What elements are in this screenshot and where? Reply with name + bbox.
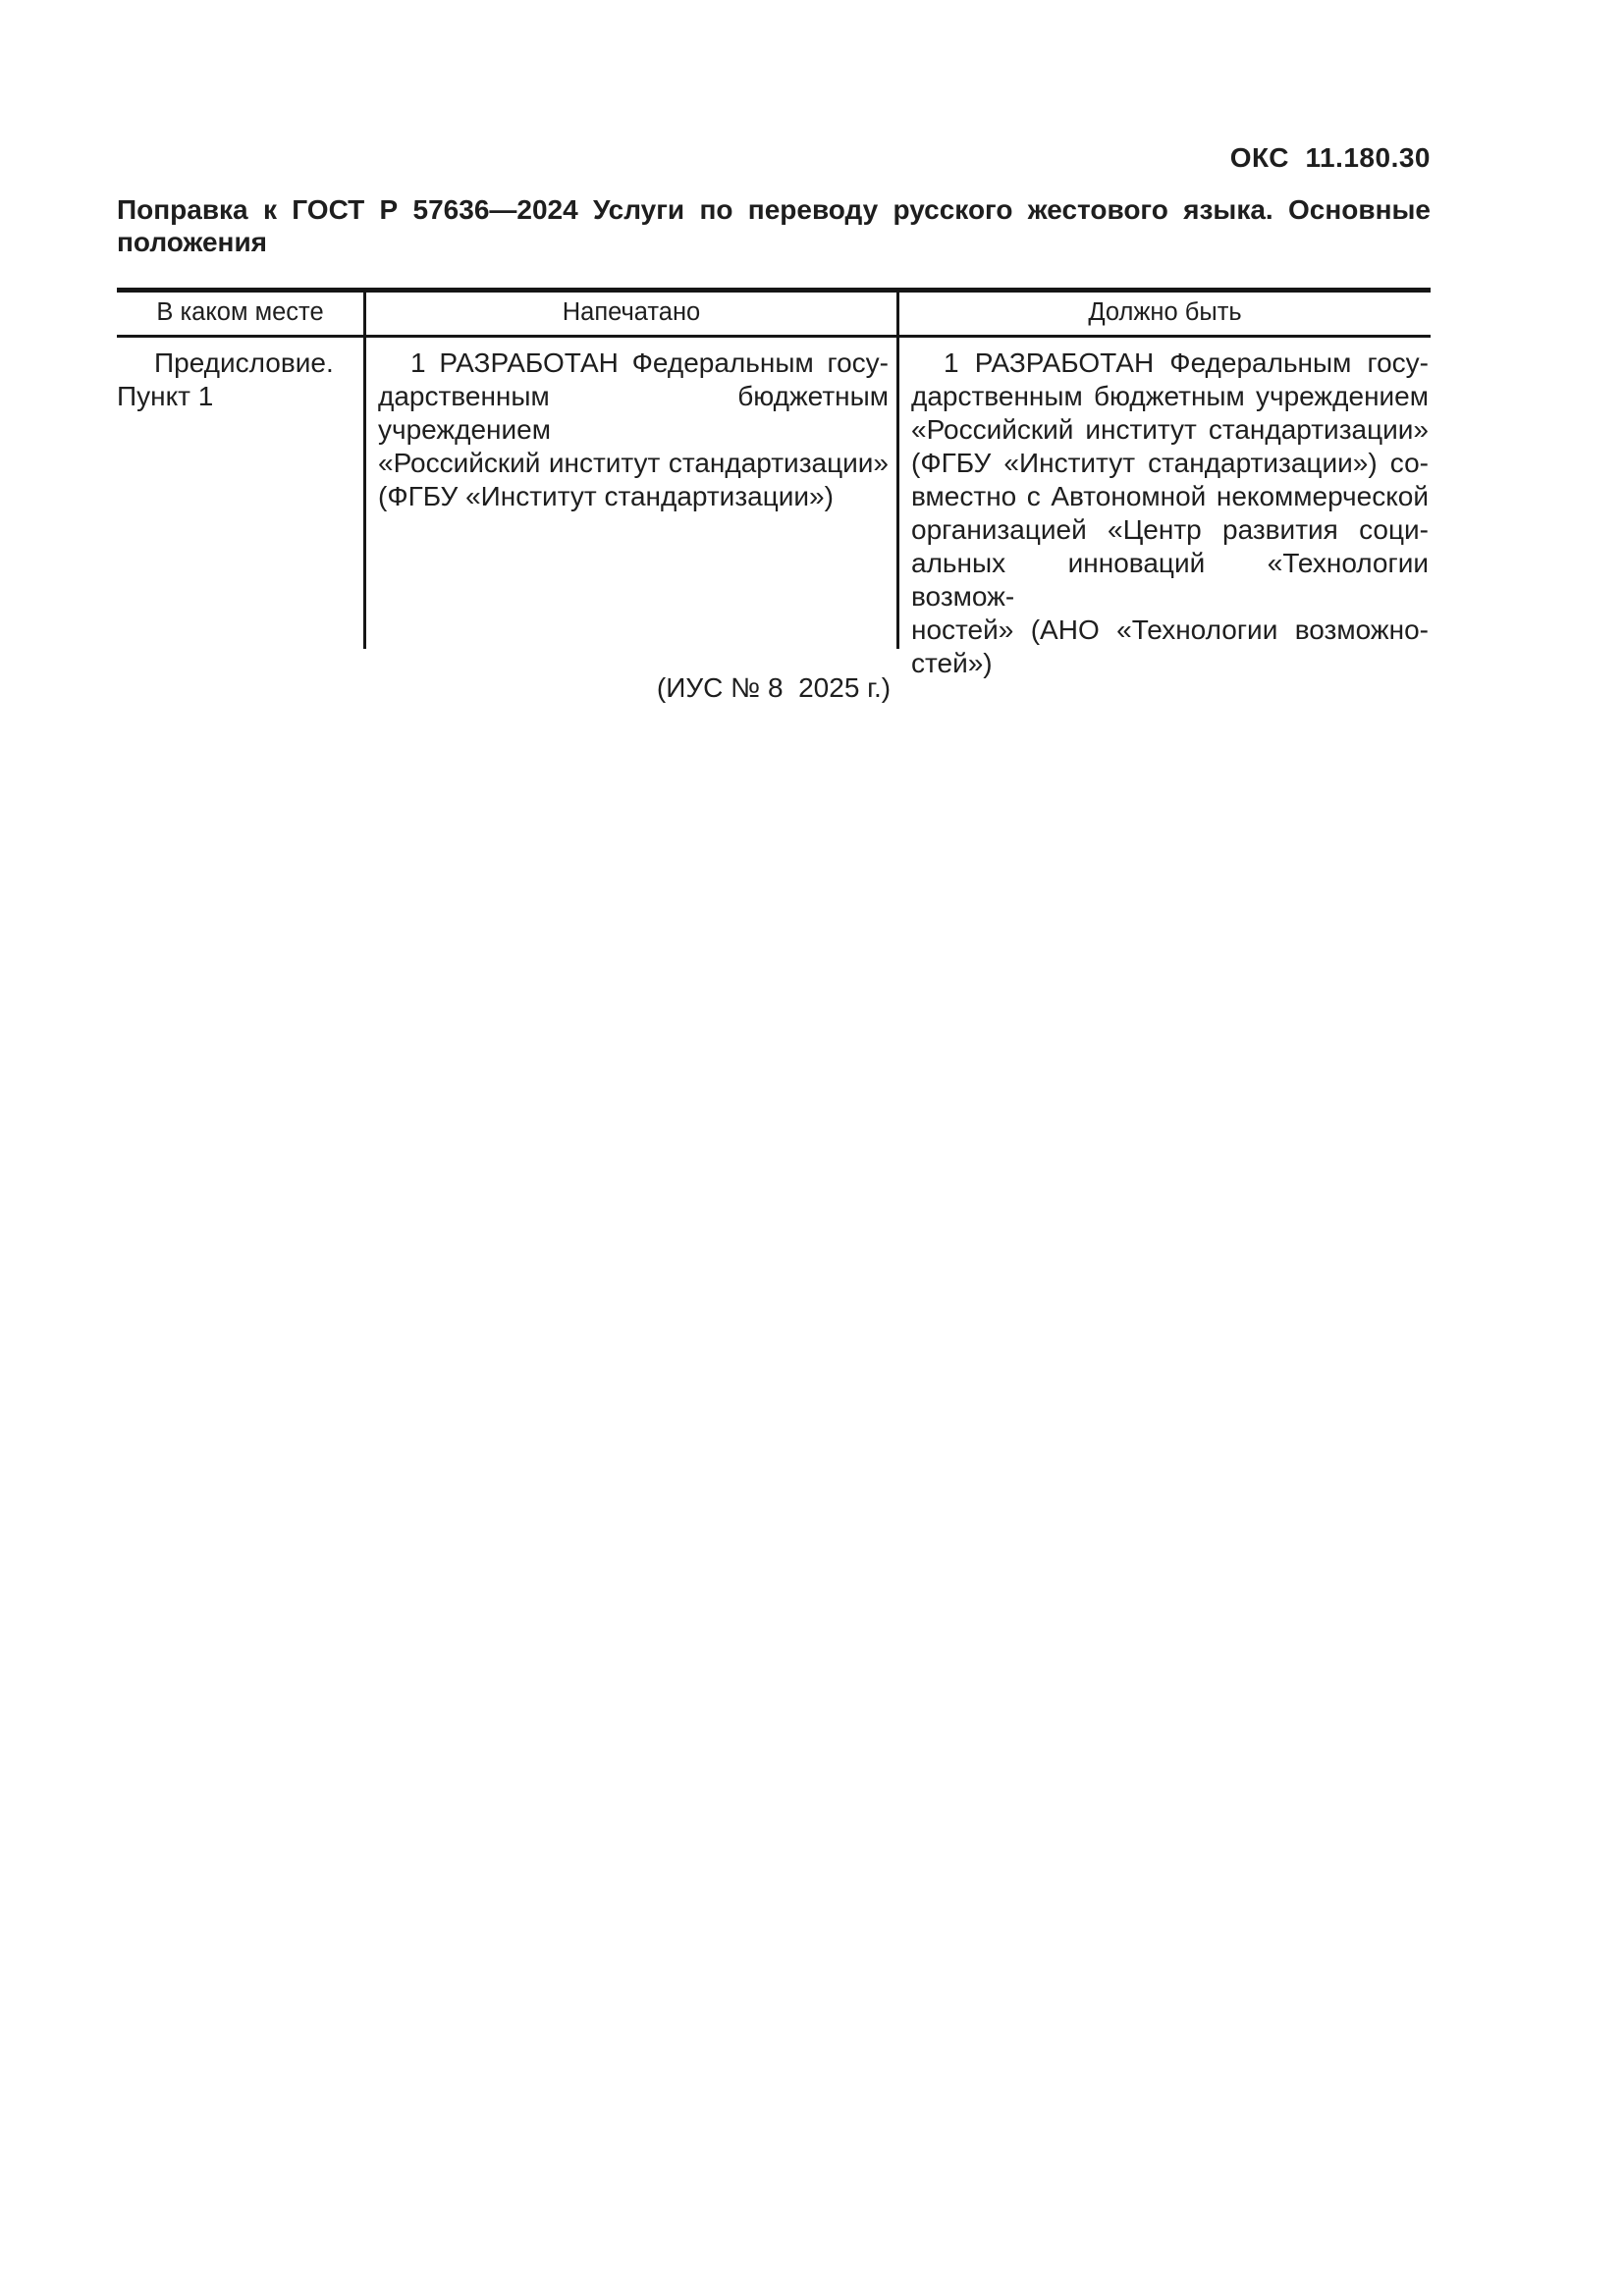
- document-title-line: положения: [117, 227, 267, 257]
- corrections-table: [117, 288, 1431, 678]
- cell-line: вместно с Автономной некоммерческой: [911, 481, 1429, 511]
- table-row: [117, 338, 1431, 678]
- cell-line: (ФГБУ «Институт стандартизации») со-: [911, 448, 1429, 478]
- cell-location: [117, 338, 363, 649]
- cell-should-be: [899, 338, 1431, 678]
- table-header-row: [117, 293, 1431, 338]
- cell-line: альных инноваций «Технологии возмож-: [911, 548, 1429, 612]
- cell-line: 1 РАЗРАБОТАН Федеральным госу-: [944, 347, 1429, 378]
- cell-line: Пункт 1: [117, 381, 214, 411]
- cell-line: организацией «Центр развития соци-: [911, 514, 1429, 545]
- cell-line: стей»): [911, 648, 993, 678]
- column-header-printed: Напечатано: [363, 293, 899, 335]
- document-title-line: Поправка к ГОСТ Р 57636—2024 Услуги по переводу русского жестового языка. Основные: [117, 194, 1431, 225]
- cell-line: «Российский институт стандартизации»: [378, 448, 889, 478]
- document-title: [117, 193, 1431, 258]
- cell-line: (ФГБУ «Институт стандартизации»): [378, 481, 834, 511]
- cell-line: «Российский институт стандартизации»: [911, 414, 1429, 445]
- cell-line: Предисловие.: [154, 347, 334, 378]
- oks-classification-code: ОКС 11.180.30: [1229, 142, 1431, 173]
- cell-line: 1 РАЗРАБОТАН Федеральным госу-: [410, 347, 889, 378]
- cell-line: ностей» (АНО «Технологии возможно-: [911, 614, 1429, 645]
- column-header-location: В каком месте: [156, 297, 324, 326]
- ius-reference: (ИУС № 8 2025 г.): [656, 672, 892, 703]
- cell-line: дарственным бюджетным учреждением: [911, 381, 1429, 411]
- cell-printed: [363, 338, 899, 649]
- column-header-should-be: Должно быть: [1088, 297, 1242, 326]
- cell-line: дарственным бюджетным учреждением: [378, 381, 889, 445]
